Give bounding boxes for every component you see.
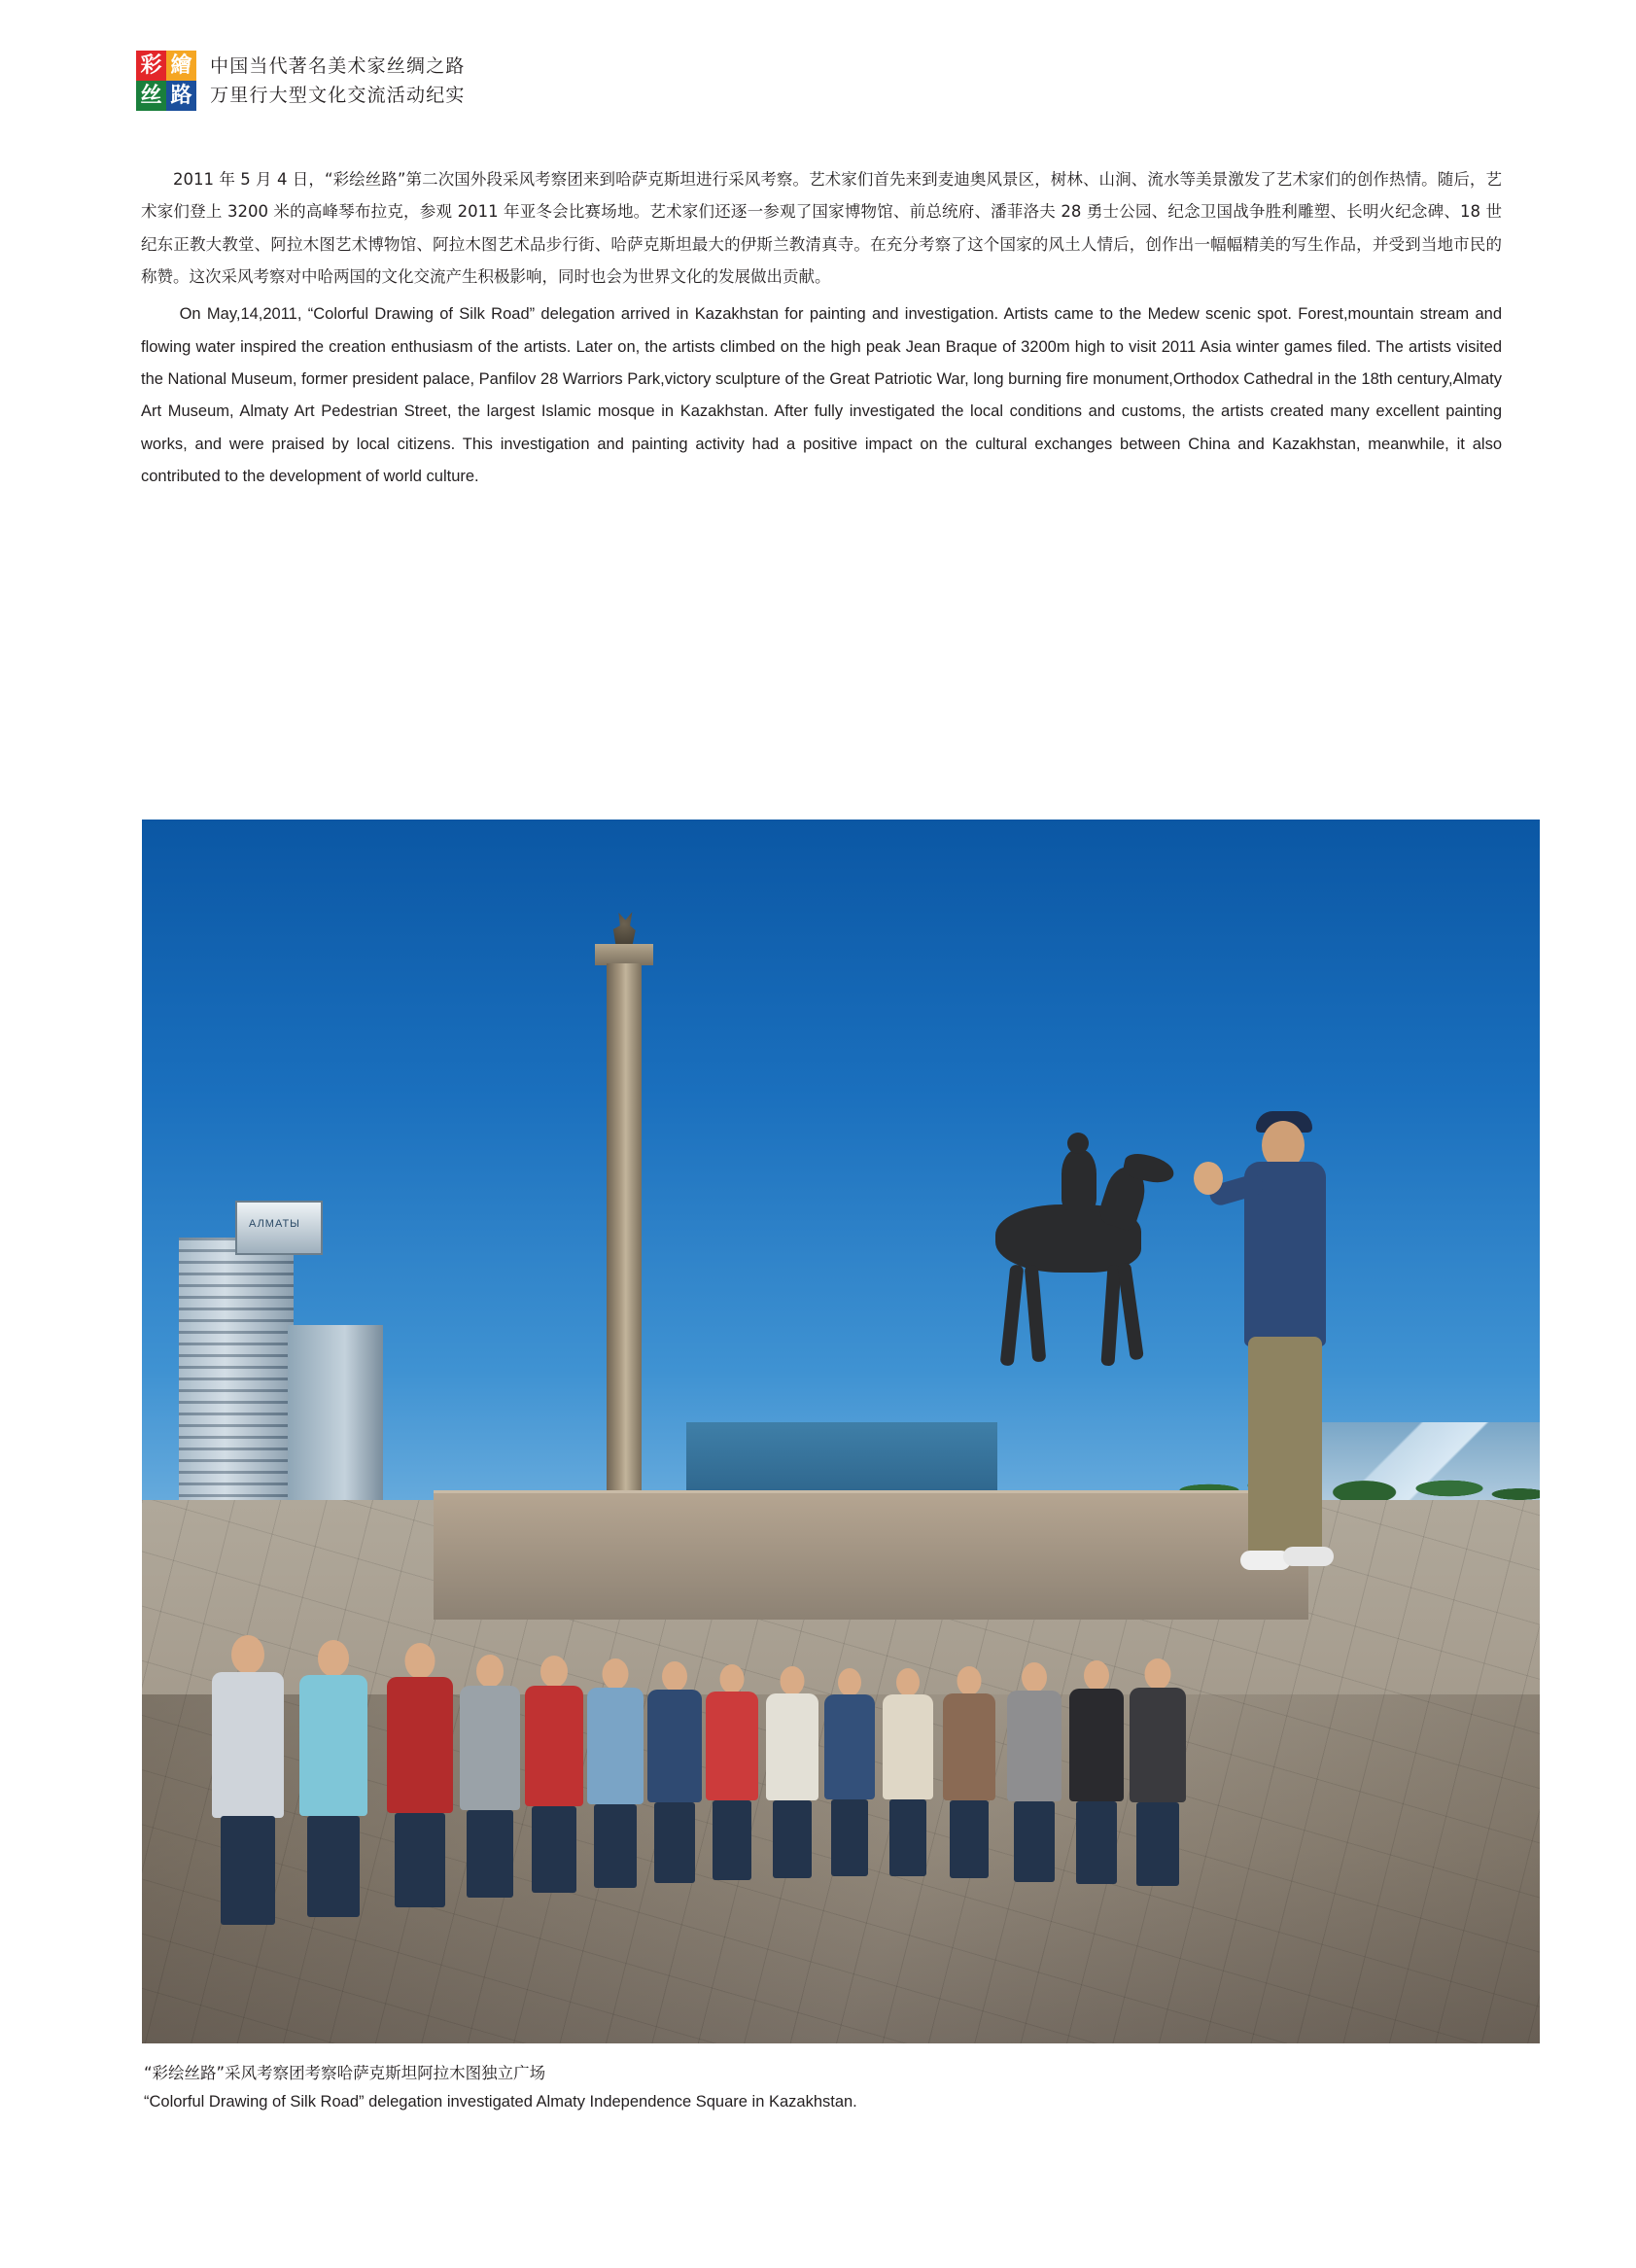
photo-sky bbox=[142, 820, 1540, 2043]
crowd-person bbox=[1005, 1662, 1063, 1882]
logo-char-1: 彩 bbox=[136, 51, 166, 81]
person-head bbox=[1022, 1662, 1047, 1692]
article-body bbox=[141, 163, 1502, 493]
person-legs bbox=[654, 1802, 695, 1883]
crowd-person bbox=[297, 1640, 369, 1917]
person-torso bbox=[1069, 1689, 1124, 1801]
person-legs bbox=[594, 1804, 637, 1888]
person-torso bbox=[587, 1688, 644, 1804]
crowd-person bbox=[881, 1668, 935, 1876]
guide-pants bbox=[1248, 1337, 1322, 1560]
person-head bbox=[662, 1661, 687, 1692]
person-head bbox=[838, 1668, 861, 1696]
person-legs bbox=[713, 1800, 751, 1880]
person-head bbox=[405, 1643, 435, 1679]
person-head bbox=[1084, 1660, 1109, 1691]
person-torso bbox=[212, 1672, 284, 1818]
crowd-person bbox=[585, 1658, 645, 1888]
paragraph-chinese: 2011 年 5 月 4 日，“彩绘丝路”第二次国外段采风考察团来到哈萨克斯坦进行采风考察。艺术家们首先来到麦迪奥风景区，树林、山涧、流水等美景激发了艺术家们的创作热情。随后，艺术家们登上 3200 米的高峰琴布拉克，参观 2011 年亚冬会比赛场地。艺术家们还逐一参观了国家博物馆、前总统府、潘菲洛夫 28 勇士公园、纪念卫国战争胜利雕塑、长明火纪念碑、18 世纪东正教大教堂、阿拉木图艺术博物馆、阿拉木图艺术品步行街、哈萨克斯坦最大的伊斯兰教清真寺。在充分考察了这个国家的风土人情后，创作出一幅幅精美的写生作品，并受到当地市民的称赞。这次采风考察对中哈两国的文化交流产生积极影响，同时也会为世界文化的发展做出贡献。 bbox=[141, 170, 1502, 286]
crowd-person bbox=[1067, 1660, 1126, 1884]
page-header bbox=[136, 51, 466, 111]
person-legs bbox=[532, 1806, 576, 1893]
guide-hand bbox=[1194, 1162, 1223, 1195]
person-legs bbox=[889, 1799, 926, 1876]
person-head bbox=[957, 1666, 982, 1695]
person-head bbox=[603, 1658, 629, 1690]
person-head bbox=[540, 1656, 568, 1688]
crowd-person bbox=[210, 1635, 286, 1927]
crowd-person bbox=[704, 1664, 760, 1880]
crowd-person bbox=[385, 1643, 455, 1907]
person-head bbox=[1145, 1658, 1171, 1690]
logo-char-3: 丝 bbox=[136, 81, 166, 111]
crowd-person bbox=[764, 1666, 820, 1878]
person-head bbox=[781, 1666, 805, 1695]
person-head bbox=[720, 1664, 745, 1693]
person-legs bbox=[1014, 1801, 1055, 1882]
person-legs bbox=[221, 1816, 275, 1925]
photo-sign-text: АЛМАТЫ bbox=[249, 1218, 300, 1230]
person-torso bbox=[1007, 1691, 1062, 1801]
person-torso bbox=[525, 1686, 583, 1806]
person-legs bbox=[831, 1799, 868, 1876]
crowd-person bbox=[458, 1655, 522, 1898]
person-head bbox=[896, 1668, 920, 1696]
person-legs bbox=[773, 1800, 812, 1878]
crowd-person bbox=[822, 1668, 877, 1876]
person-legs bbox=[307, 1816, 360, 1917]
person-torso bbox=[706, 1692, 758, 1800]
logo-char-4: 路 bbox=[166, 81, 196, 111]
photo-figure bbox=[142, 820, 1540, 2043]
person-legs bbox=[950, 1800, 989, 1878]
person-torso bbox=[824, 1694, 875, 1799]
header-title-line-2: 万里行大型文化交流活动纪实 bbox=[210, 84, 466, 106]
paragraph-english: On May,14,2011, “Colorful Drawing of Silk Road” delegation arrived in Kazakhstan for painting and investigation. Artists came to the Medew scenic spot. Forest,mountain stream and flowing water inspired the creation enthusiasm of the artists. Later on, the artists climbed on the high peak Jean Braque of 3200m high to visit 2011 Asia winter games filed. The artists visited the National Museum, former president palace, Panfilov 28 Warriors Park,victory sculpture of the Great Patriotic War, long burning fire monument,Orthodox Cathedral in the 18th century,Almaty Art Museum, Almaty Art Pedestrian Street, the largest Islamic mosque in Kazakhstan. After fully investigated the local conditions and customs, the artists created many excellent painting works, and were praised by local citizens. This investigation and painting activity had a positive impact on the cultural exchanges between China and Kazakhstan, meanwhile, it also contributed to the development of world culture. bbox=[141, 305, 1502, 485]
figure-caption bbox=[144, 2059, 1505, 2116]
person-torso bbox=[647, 1690, 702, 1802]
caption-chinese: “彩绘丝路”采风考察团考察哈萨克斯坦阿拉木图独立广场 bbox=[144, 2064, 546, 2082]
person-legs bbox=[1136, 1802, 1179, 1886]
caption-english: “Colorful Drawing of Silk Road” delegation investigated Almaty Independence Square in Kazakhstan. bbox=[144, 2092, 857, 2111]
person-torso bbox=[766, 1693, 818, 1800]
person-torso bbox=[883, 1694, 933, 1799]
header-title-block bbox=[210, 55, 466, 107]
person-legs bbox=[467, 1810, 513, 1898]
person-head bbox=[476, 1655, 504, 1688]
crowd-person bbox=[523, 1656, 585, 1893]
person-torso bbox=[299, 1675, 367, 1816]
header-title-line-1: 中国当代著名美术家丝绸之路 bbox=[210, 54, 466, 77]
logo-char-2: 繪 bbox=[166, 51, 196, 81]
photo-guide-figure bbox=[1201, 1111, 1367, 1733]
crowd-person bbox=[1128, 1658, 1188, 1886]
person-legs bbox=[395, 1813, 445, 1907]
guide-shoe bbox=[1283, 1547, 1334, 1566]
crowd-person bbox=[645, 1661, 704, 1883]
brand-logo-icon bbox=[136, 51, 196, 111]
person-legs bbox=[1076, 1801, 1117, 1884]
crowd-person bbox=[941, 1666, 997, 1878]
person-head bbox=[231, 1635, 264, 1674]
person-torso bbox=[387, 1677, 453, 1813]
person-torso bbox=[943, 1693, 995, 1800]
person-head bbox=[318, 1640, 349, 1677]
person-torso bbox=[1130, 1688, 1186, 1802]
person-torso bbox=[460, 1686, 520, 1810]
